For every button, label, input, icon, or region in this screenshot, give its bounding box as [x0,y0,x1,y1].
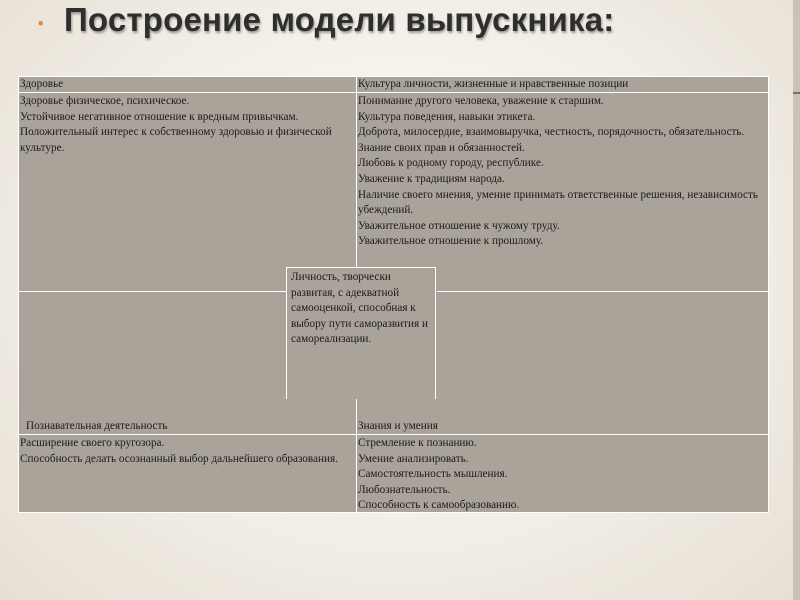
culture-line: Уважение к традициям народа. [358,172,505,185]
health-line: Здоровье физическое, психическое. [20,95,190,107]
graduate-model-table [18,76,769,513]
culture-header: Культура личности, жизненные и нравственные позиции [358,78,629,90]
health-header: Здоровье [20,78,64,90]
cognitive-line: Расширение своего кругозора. [20,437,165,449]
center-personality-text: Личность, творчески развитая, с адекватной самооценкой, способная к выбору пути саморазвития и самореализации. [291,271,428,346]
culture-cell [358,94,766,250]
culture-line: Культура поведения, навыки этикета. [358,110,536,123]
table-column-divider-bottom [356,399,357,513]
cognitive-header: Познавательная деятельность [26,420,168,432]
table-column-divider-top [356,76,357,267]
culture-line: Наличие своего мнения, умение принимать ответственные решения, независимость убеждений. [358,188,758,217]
table-midline-left [18,291,286,292]
knowledge-line: Стремление к познанию. [358,437,477,449]
knowledge-line: Способность к самообразованию. [358,499,520,512]
knowledge-line: Самостоятельность мышления. [358,468,508,481]
culture-line: Уважительное отношение к прошлому. [358,235,544,248]
knowledge-line: Умение анализировать. [358,452,469,465]
culture-line: Понимание другого человека, уважение к старшим. [358,95,604,107]
slide-right-edge-tick [793,92,800,94]
knowledge-cell [358,436,766,514]
health-line: Положительный интерес к собственному здоровью и физической культуре. [20,126,332,154]
culture-line: Знание своих прав и обязанностей. [358,141,525,154]
table-border-right [768,76,769,513]
cognitive-cell [20,436,354,467]
cognitive-line: Способность делать осознанный выбор дальнейшего образования. [20,452,338,465]
center-personality-box [286,267,436,399]
culture-line: Доброта, милосердие, взаимовыручка, честность, порядочность, обязательность. [358,126,745,139]
health-line: Устойчивое негативное отношение к вредным привычкам. [20,110,299,123]
slide-right-edge-bar [793,0,800,600]
culture-line: Уважительное отношение к чужому труду. [358,219,560,232]
title-bullet: • [36,14,46,33]
knowledge-header: Знания и умения [358,420,438,432]
knowledge-line: Любознательность. [358,483,451,496]
culture-line: Любовь к родному городу, республике. [358,157,544,170]
health-cell [20,94,354,156]
table-midline-right [437,291,769,292]
table-border-left [18,76,19,513]
slide-title: Построение модели выпускника: [64,1,615,38]
